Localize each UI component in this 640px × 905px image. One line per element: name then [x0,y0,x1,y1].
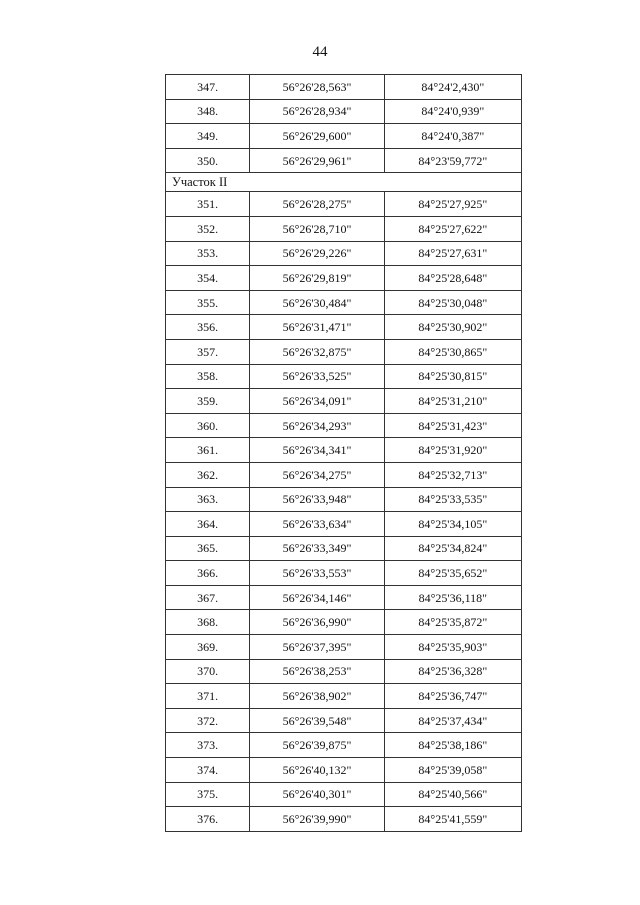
point-number-cell: 367. [166,585,250,610]
longitude-cell: 84°25'39,058" [384,758,521,783]
point-number-cell: 368. [166,610,250,635]
latitude-cell: 56°26'36,990" [250,610,384,635]
longitude-cell: 84°24'2,430" [384,75,521,100]
table-row [166,561,522,586]
table-row [166,413,522,438]
point-number-cell: 366. [166,561,250,586]
longitude-cell: 84°24'0,387" [384,124,521,149]
table-row [166,807,522,832]
point-number-cell: 375. [166,782,250,807]
point-number-cell: 365. [166,536,250,561]
table-row [166,266,522,291]
point-number-cell: 357. [166,339,250,364]
latitude-cell: 56°26'33,349" [250,536,384,561]
point-number-cell: 361. [166,438,250,463]
point-number-cell: 373. [166,733,250,758]
table-row [166,315,522,340]
point-number-cell: 349. [166,124,250,149]
table-row [166,216,522,241]
longitude-cell: 84°25'27,925" [384,192,521,217]
table-row [166,635,522,660]
table-row [166,75,522,100]
longitude-cell: 84°24'0,939" [384,99,521,124]
point-number-cell: 355. [166,290,250,315]
table-row [166,99,522,124]
longitude-cell: 84°25'38,186" [384,733,521,758]
point-number-cell: 362. [166,462,250,487]
latitude-cell: 56°26'30,484" [250,290,384,315]
latitude-cell: 56°26'39,990" [250,807,384,832]
longitude-cell: 84°25'30,815" [384,364,521,389]
table-row [166,684,522,709]
latitude-cell: 56°26'28,275" [250,192,384,217]
point-number-cell: 372. [166,708,250,733]
table-row [166,389,522,414]
longitude-cell: 84°25'41,559" [384,807,521,832]
table-row [166,438,522,463]
table-row [166,536,522,561]
latitude-cell: 56°26'40,301" [250,782,384,807]
table-row [166,241,522,266]
point-number-cell: 374. [166,758,250,783]
point-number-cell: 370. [166,659,250,684]
table-row [166,364,522,389]
latitude-cell: 56°26'31,471" [250,315,384,340]
longitude-cell: 84°23'59,772" [384,148,521,173]
longitude-cell: 84°25'36,328" [384,659,521,684]
table-row [166,487,522,512]
latitude-cell: 56°26'29,600" [250,124,384,149]
longitude-cell: 84°25'34,824" [384,536,521,561]
longitude-cell: 84°25'36,118" [384,585,521,610]
section-header-row [166,173,522,192]
point-number-cell: 348. [166,99,250,124]
table-row [166,782,522,807]
table-row [166,148,522,173]
page-number: 44 [312,44,328,60]
longitude-cell: 84°25'27,631" [384,241,521,266]
point-number-cell: 371. [166,684,250,709]
table-row [166,733,522,758]
longitude-cell: 84°25'27,622" [384,216,521,241]
longitude-cell: 84°25'33,535" [384,487,521,512]
point-number-cell: 351. [166,192,250,217]
longitude-cell: 84°25'31,210" [384,389,521,414]
longitude-cell: 84°25'36,747" [384,684,521,709]
latitude-cell: 56°26'28,563" [250,75,384,100]
latitude-cell: 56°26'34,146" [250,585,384,610]
latitude-cell: 56°26'33,634" [250,512,384,537]
longitude-cell: 84°25'31,920" [384,438,521,463]
longitude-cell: 84°25'30,902" [384,315,521,340]
latitude-cell: 56°26'33,525" [250,364,384,389]
longitude-cell: 84°25'35,652" [384,561,521,586]
point-number-cell: 358. [166,364,250,389]
longitude-cell: 84°25'32,713" [384,462,521,487]
latitude-cell: 56°26'33,948" [250,487,384,512]
table-row [166,192,522,217]
latitude-cell: 56°26'33,553" [250,561,384,586]
point-number-cell: 353. [166,241,250,266]
latitude-cell: 56°26'34,091" [250,389,384,414]
latitude-cell: 56°26'34,341" [250,438,384,463]
table-row [166,462,522,487]
latitude-cell: 56°26'29,819" [250,266,384,291]
table-row [166,610,522,635]
section-label: Участок II [166,173,522,192]
latitude-cell: 56°26'29,961" [250,148,384,173]
longitude-cell: 84°25'31,423" [384,413,521,438]
latitude-cell: 56°26'39,548" [250,708,384,733]
point-number-cell: 354. [166,266,250,291]
point-number-cell: 369. [166,635,250,660]
coordinates-table [165,74,522,832]
longitude-cell: 84°25'35,903" [384,635,521,660]
longitude-cell: 84°25'30,865" [384,339,521,364]
table-row [166,659,522,684]
longitude-cell: 84°25'35,872" [384,610,521,635]
latitude-cell: 56°26'34,293" [250,413,384,438]
latitude-cell: 56°26'34,275" [250,462,384,487]
longitude-cell: 84°25'30,048" [384,290,521,315]
latitude-cell: 56°26'37,395" [250,635,384,660]
table-row [166,758,522,783]
point-number-cell: 376. [166,807,250,832]
point-number-cell: 356. [166,315,250,340]
table-row [166,512,522,537]
table-row [166,290,522,315]
latitude-cell: 56°26'39,875" [250,733,384,758]
latitude-cell: 56°26'28,710" [250,216,384,241]
latitude-cell: 56°26'40,132" [250,758,384,783]
point-number-cell: 363. [166,487,250,512]
point-number-cell: 364. [166,512,250,537]
point-number-cell: 360. [166,413,250,438]
table-row [166,708,522,733]
latitude-cell: 56°26'28,934" [250,99,384,124]
coordinates-table-body [166,75,522,832]
table-row [166,339,522,364]
point-number-cell: 359. [166,389,250,414]
longitude-cell: 84°25'28,648" [384,266,521,291]
table-row [166,124,522,149]
longitude-cell: 84°25'40,566" [384,782,521,807]
latitude-cell: 56°26'32,875" [250,339,384,364]
table-row [166,585,522,610]
longitude-cell: 84°25'34,105" [384,512,521,537]
longitude-cell: 84°25'37,434" [384,708,521,733]
latitude-cell: 56°26'38,902" [250,684,384,709]
latitude-cell: 56°26'29,226" [250,241,384,266]
point-number-cell: 350. [166,148,250,173]
point-number-cell: 347. [166,75,250,100]
point-number-cell: 352. [166,216,250,241]
latitude-cell: 56°26'38,253" [250,659,384,684]
